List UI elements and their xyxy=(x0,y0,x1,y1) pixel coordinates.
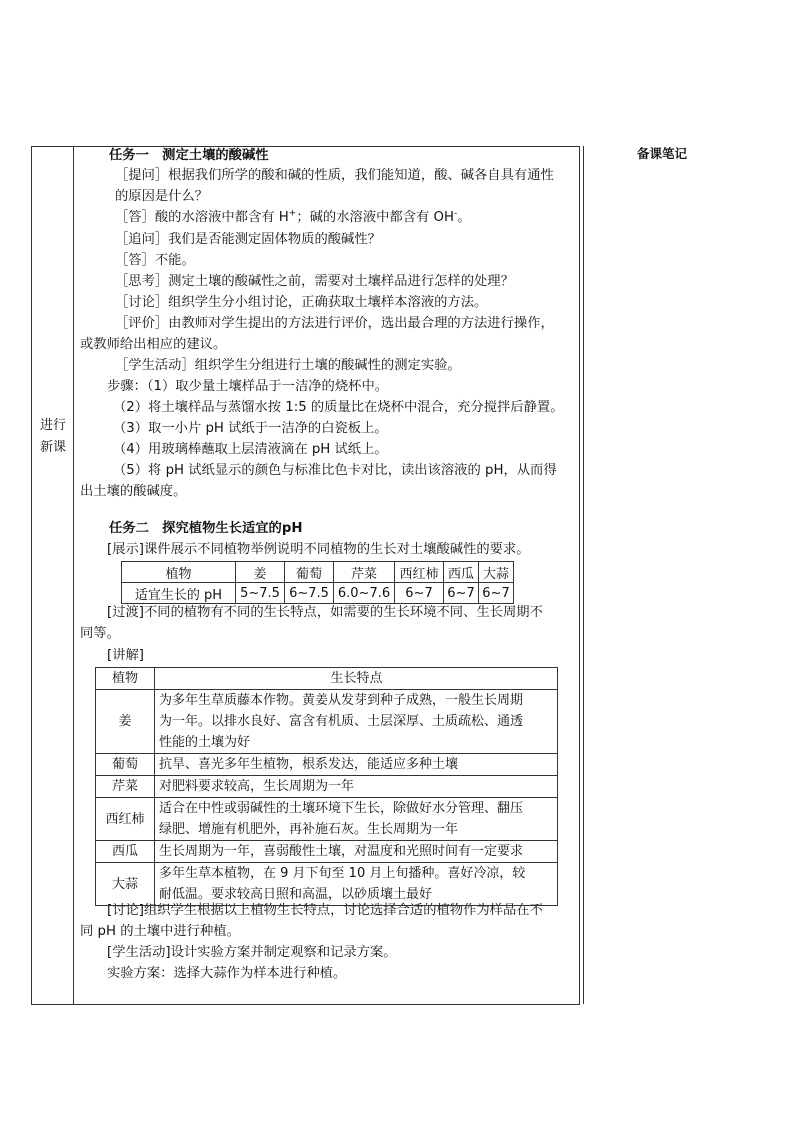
answer-acid-base xyxy=(115,208,471,228)
plant-name: 姜 xyxy=(96,690,155,754)
paragraph-line: （3）取一小片 pH 试纸于一洁净的白瓷板上。 xyxy=(113,421,388,436)
feature-line: 绿肥、增施有机肥外，再补施石灰。生长周期为一年 xyxy=(159,822,459,837)
ph-table xyxy=(121,561,514,604)
table-cell: 西瓜 xyxy=(444,562,479,583)
column-divider xyxy=(73,146,74,1004)
paragraph-line: ［学生活动］组织学生分组进行土壤的酸碱性的测定实验。 xyxy=(115,358,461,373)
section-label-line: 新课 xyxy=(39,440,66,455)
section-label-line: 进行 xyxy=(39,418,66,433)
paragraph-line: [学生活动]设计实验方案并制定观察和记录方案。 xyxy=(107,945,397,960)
task1-title: 任务一 测定土壤的酸碱性 xyxy=(109,148,269,163)
feature-line: 耐低温。要求较高日照和高温，以砂质壤土最好 xyxy=(159,887,433,902)
table-cell: 大蒜 xyxy=(479,562,514,583)
table-cell: 姜 xyxy=(236,562,285,583)
feature-line: 多年生草本植物，在 9 月下旬至 10 月上旬播种。喜好冷凉，较 xyxy=(159,866,526,881)
answer-text: ；碱的水溶液中都含有 OH xyxy=(296,210,455,225)
growth-table xyxy=(95,667,558,906)
table-cell: 植物 xyxy=(122,562,236,583)
feature-line: 对肥料要求较高，生长周期为一年 xyxy=(159,779,355,794)
paragraph-line: [讲解] xyxy=(107,648,144,663)
table-cell: 6~7 xyxy=(479,583,514,604)
feature-line: 性能的土壤为好 xyxy=(159,735,251,750)
growth-feature xyxy=(155,776,558,798)
paragraph-line: ［思考］测定土壤的酸碱性之前，需要对土壤样品进行怎样的处理？ xyxy=(115,274,514,289)
table-header-row xyxy=(96,668,558,690)
table-row xyxy=(96,798,558,841)
growth-feature xyxy=(155,690,558,754)
paragraph-line: ［讨论］组织学生分小组讨论，正确获取土壤样本溶液的方法。 xyxy=(115,295,488,310)
notes-header: 备课笔记 xyxy=(637,146,688,161)
paragraph-line: ［提问］根据我们所学的酸和碱的性质，我们能知道，酸、碱各自具有通性 xyxy=(115,168,554,183)
growth-feature xyxy=(155,754,558,776)
paragraph-line: 实验方案：选择大蒜作为样本进行种植。 xyxy=(107,966,347,981)
table-cell: 6~7 xyxy=(444,583,479,604)
table-cell: 6.0~7.6 xyxy=(334,583,395,604)
feature-line: 为多年生草质藤本作物。黄姜从发芽到种子成熟，一般生长周期 xyxy=(159,693,524,708)
paragraph-line: （2）将土壤样品与蒸馏水按 1:5 的质量比在烧杯中混合，充分搅拌后静置。 xyxy=(113,400,564,415)
table-row xyxy=(96,690,558,754)
table-cell: 西红柿 xyxy=(395,562,444,583)
paragraph-line: 同等。 xyxy=(80,626,120,641)
table-row xyxy=(96,863,558,906)
paragraph-line: 步骤：（1）取少量土壤样品于一洁净的烧杯中。 xyxy=(107,379,389,394)
table-cell: 5~7.5 xyxy=(236,583,285,604)
paragraph-line: ［评价］由教师对学生提出的方法进行评价，选出最合理的方法进行操作， xyxy=(115,316,554,331)
paragraph-line: [过渡]不同的植物有不同的生长特点，如需要的生长环境不同、生长周期不 xyxy=(107,605,543,620)
section-label xyxy=(37,415,69,459)
table-row xyxy=(122,583,514,604)
table-cell: 6~7 xyxy=(395,583,444,604)
table-row xyxy=(96,841,558,863)
table-row xyxy=(96,754,558,776)
plant-name: 西红柿 xyxy=(96,798,155,841)
feature-line: 生长周期为一年，喜弱酸性土壤，对温度和光照时间有一定要求 xyxy=(159,844,524,859)
growth-feature xyxy=(155,863,558,906)
paragraph-line: [展示]课件展示不同植物举例说明不同植物的生长对土壤酸碱性的要求。 xyxy=(107,542,530,557)
paragraph-line: （4）用玻璃棒蘸取上层清液滴在 pH 试纸上。 xyxy=(113,442,388,457)
feature-line: 适合在中性或弱碱性的土壤环境下生长，除做好水分管理、翻压 xyxy=(159,801,524,816)
paragraph-line: 同 pH 的土壤中进行种植。 xyxy=(80,924,240,939)
paragraph-line: 或教师给出相应的建议。 xyxy=(80,337,227,352)
answer-text: ［答］酸的水溶液中都含有 H xyxy=(115,210,289,225)
plant-name: 大蒜 xyxy=(96,863,155,906)
plant-name: 西瓜 xyxy=(96,841,155,863)
table-cell: 6~7.5 xyxy=(285,583,334,604)
task2-title: 任务二 探究植物生长适宜的pH xyxy=(109,521,303,536)
superscript: - xyxy=(454,208,458,219)
table-cell: 适宜生长的 pH xyxy=(122,583,236,604)
notes-column-divider xyxy=(583,146,584,1004)
growth-feature xyxy=(155,841,558,863)
paragraph-line: 出土壤的酸碱度。 xyxy=(80,484,187,499)
table-row xyxy=(96,776,558,798)
table-row xyxy=(122,562,514,583)
table-cell: 葡萄 xyxy=(285,562,334,583)
paragraph-line: ［追问］我们是否能测定固体物质的酸碱性？ xyxy=(115,232,381,247)
plant-name: 葡萄 xyxy=(96,754,155,776)
table-header-cell: 植物 xyxy=(96,668,155,690)
growth-feature xyxy=(155,798,558,841)
table-cell: 芹菜 xyxy=(334,562,395,583)
superscript: + xyxy=(288,208,297,219)
paragraph-line: 的原因是什么？ xyxy=(115,189,209,204)
feature-line: 为一年。以排水良好、富含有机质、土层深厚、土质疏松、通透 xyxy=(159,714,524,729)
paragraph-line: （5）将 pH 试纸显示的颜色与标准比色卡对比，读出该溶液的 pH，从而得 xyxy=(113,463,557,478)
paragraph-line: ［答］不能。 xyxy=(115,253,195,268)
answer-text: 。 xyxy=(457,210,471,225)
table-header-cell: 生长特点 xyxy=(155,668,558,690)
paragraph-line: [讨论]组织学生根据以上植物生长特点，讨论选择合适的植物作为样品在不 xyxy=(107,903,543,918)
plant-name: 芹菜 xyxy=(96,776,155,798)
feature-line: 抗旱、喜光多年生植物，根系发达，能适应多种土壤 xyxy=(159,757,459,772)
